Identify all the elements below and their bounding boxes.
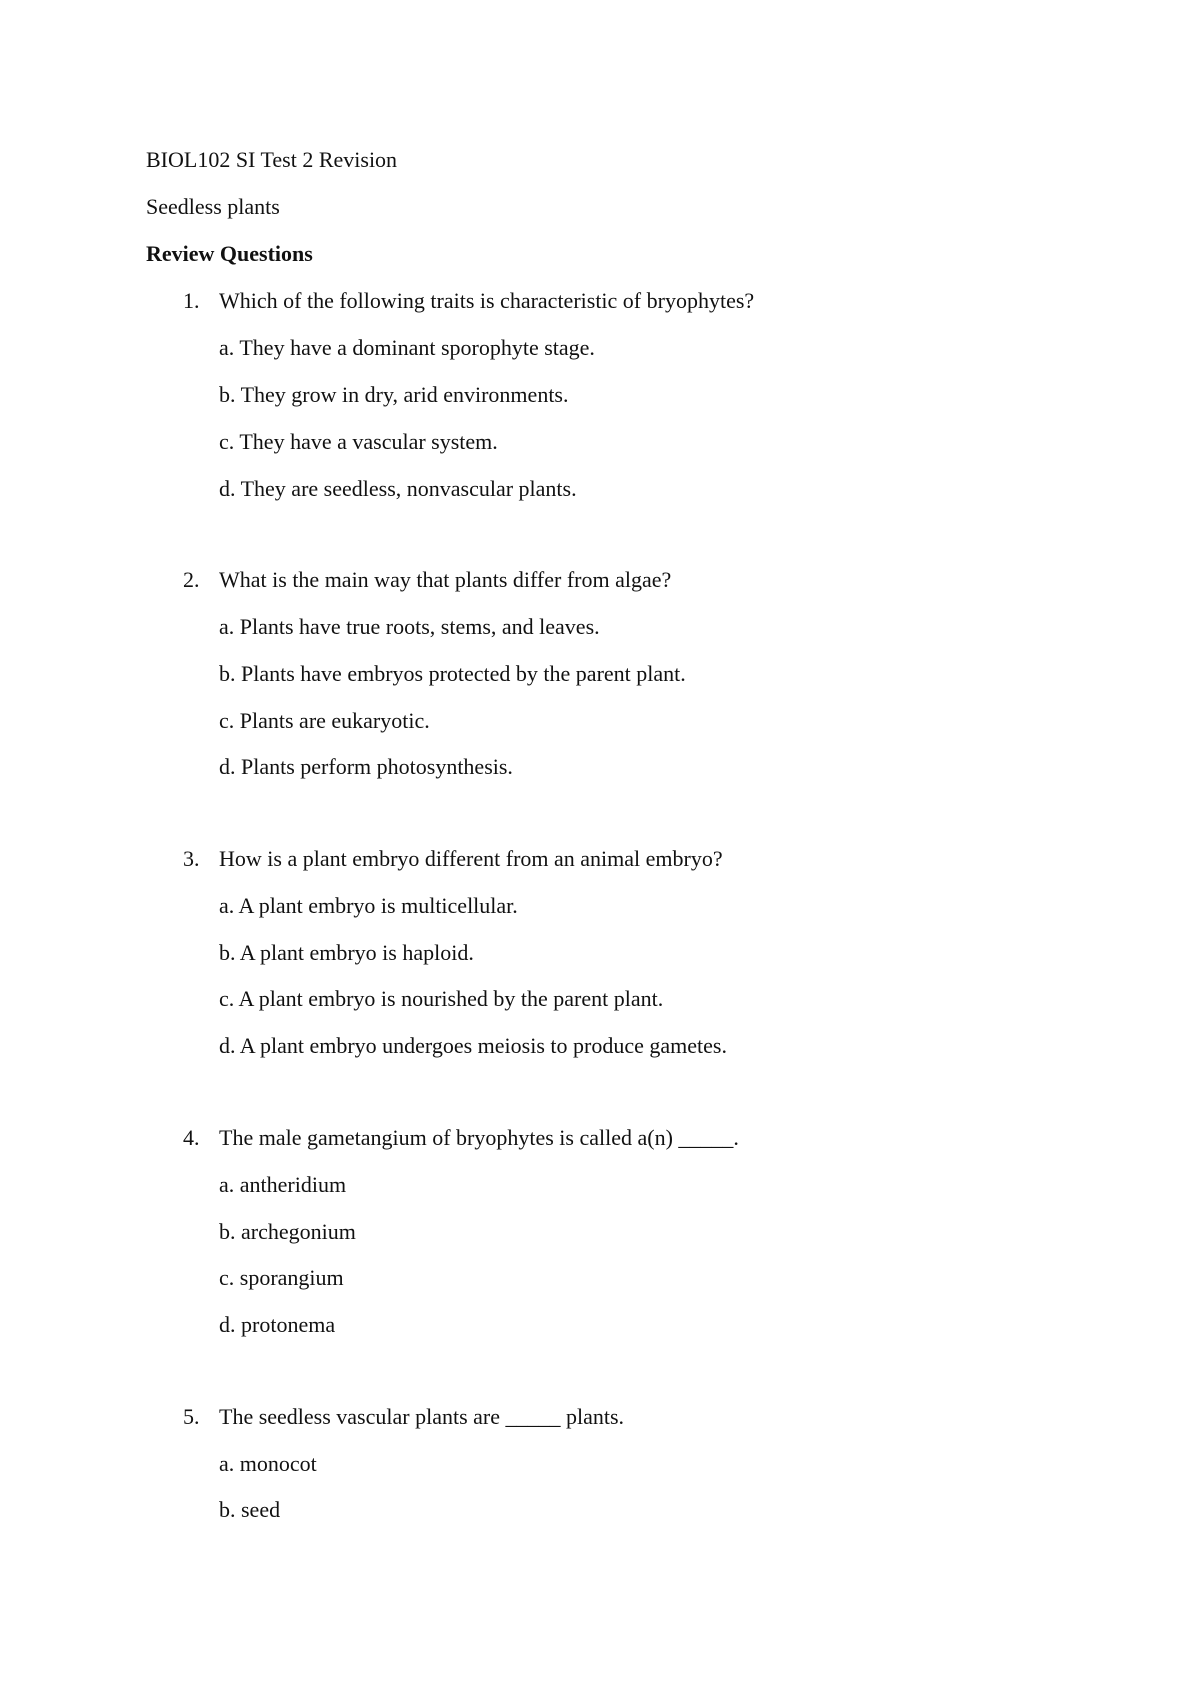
answer-option: a. antheridium bbox=[219, 1172, 347, 1197]
question-text: The seedless vascular plants are _____ plants. bbox=[219, 1404, 625, 1429]
document-title: BIOL102 SI Test 2 Revision bbox=[146, 147, 398, 172]
question-number: 3. bbox=[183, 846, 200, 871]
question-number: 1. bbox=[183, 288, 200, 313]
section-heading: Review Questions bbox=[146, 241, 313, 266]
document-subtitle: Seedless plants bbox=[146, 194, 280, 219]
answer-option: d. Plants perform photosynthesis. bbox=[219, 754, 513, 779]
answer-option: b. archegonium bbox=[219, 1219, 356, 1244]
answer-option: b. seed bbox=[219, 1497, 281, 1522]
question-number: 4. bbox=[183, 1125, 200, 1150]
answer-option: b. A plant embryo is haploid. bbox=[219, 940, 474, 965]
answer-option: c. Plants are eukaryotic. bbox=[219, 708, 430, 733]
answer-option: a. A plant embryo is multicellular. bbox=[219, 893, 518, 918]
answer-option: c. sporangium bbox=[219, 1265, 344, 1290]
question-number: 2. bbox=[183, 567, 200, 592]
question-text: The male gametangium of bryophytes is called a(n) _____. bbox=[219, 1125, 739, 1150]
answer-option: d. protonema bbox=[219, 1312, 336, 1337]
answer-option: b. They grow in dry, arid environments. bbox=[219, 382, 569, 407]
question-text: How is a plant embryo different from an animal embryo? bbox=[219, 846, 723, 871]
answer-option: a. Plants have true roots, stems, and leaves. bbox=[219, 614, 600, 639]
answer-option: b. Plants have embryos protected by the parent plant. bbox=[219, 661, 686, 686]
answer-option: d. They are seedless, nonvascular plants. bbox=[219, 476, 577, 501]
question-text: What is the main way that plants differ from algae? bbox=[219, 567, 672, 592]
answer-option: c. They have a vascular system. bbox=[219, 429, 498, 454]
answer-option: d. A plant embryo undergoes meiosis to produce gametes. bbox=[219, 1033, 727, 1058]
question-text: Which of the following traits is characteristic of bryophytes? bbox=[219, 288, 755, 313]
answer-option: a. They have a dominant sporophyte stage. bbox=[219, 335, 595, 360]
answer-option: c. A plant embryo is nourished by the parent plant. bbox=[219, 986, 664, 1011]
question-number: 5. bbox=[183, 1404, 200, 1429]
answer-option: a. monocot bbox=[219, 1451, 317, 1476]
